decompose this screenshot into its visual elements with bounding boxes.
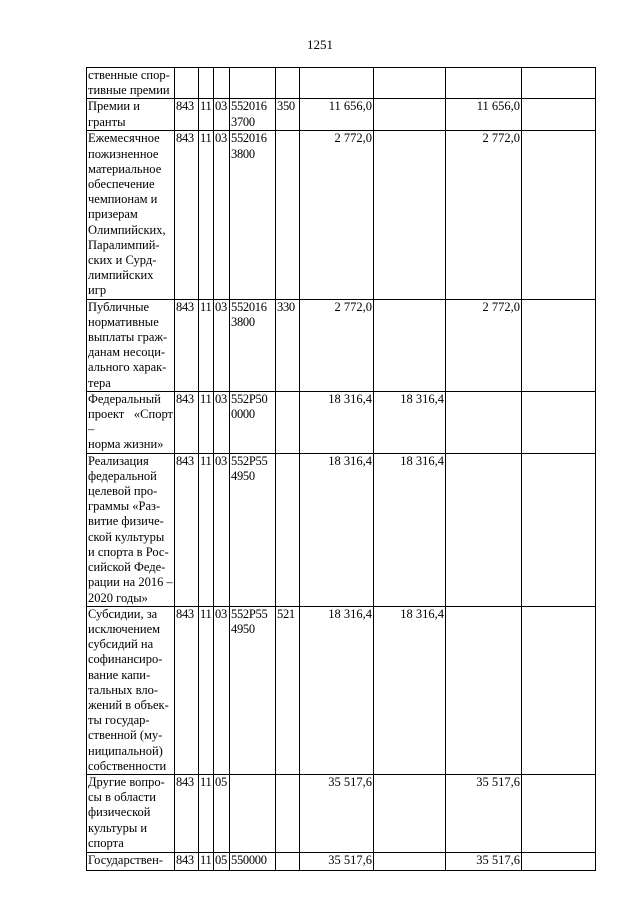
row-name: Государствен- xyxy=(87,852,175,870)
amount-col-a xyxy=(374,774,446,852)
row-name: Федеральный проект «Спорт – норма жизни» xyxy=(88,391,173,452)
total-amount: 2 772,0 xyxy=(300,299,374,391)
amount-col-c xyxy=(522,774,596,852)
admin-code: 843 xyxy=(175,299,199,391)
table-row xyxy=(87,774,596,852)
target-code: 552016 3800 xyxy=(230,131,276,299)
amount-col-c xyxy=(522,852,596,870)
amount-col-c xyxy=(522,606,596,774)
table-row xyxy=(87,131,596,299)
target-code: 552Р55 4950 xyxy=(230,453,276,606)
admin-code: 843 xyxy=(175,606,199,774)
admin-code: 843 xyxy=(175,131,199,299)
section-code: 11 xyxy=(199,391,214,453)
table-row xyxy=(87,453,596,606)
section-code: 11 xyxy=(199,774,214,852)
subsection-code: 03 xyxy=(214,453,230,606)
amount-col-a xyxy=(374,68,446,99)
admin-code: 843 xyxy=(175,99,199,131)
amount-col-c xyxy=(522,131,596,299)
amount-col-c xyxy=(522,391,596,453)
amount-col-c xyxy=(522,299,596,391)
amount-col-b: 2 772,0 xyxy=(446,299,522,391)
amount-col-c xyxy=(522,99,596,131)
amount-col-b: 35 517,6 xyxy=(446,774,522,852)
amount-col-b xyxy=(446,453,522,606)
row-name: ственные спор- тивные премии xyxy=(87,68,175,99)
budget-table xyxy=(86,67,596,871)
table-row xyxy=(87,299,596,391)
table-row xyxy=(87,391,596,453)
total-amount: 35 517,6 xyxy=(300,774,374,852)
section-code xyxy=(199,68,214,99)
amount-col-a xyxy=(374,131,446,299)
target-code: 550000 xyxy=(230,852,276,870)
admin-code: 843 xyxy=(175,852,199,870)
expense-type-code: 521 xyxy=(276,606,300,774)
table-row xyxy=(87,606,596,774)
target-code: 552Р50 0000 xyxy=(230,391,276,453)
total-amount: 11 656,0 xyxy=(300,99,374,131)
section-code: 11 xyxy=(199,453,214,606)
expense-type-code xyxy=(276,131,300,299)
amount-col-b: 35 517,6 xyxy=(446,852,522,870)
admin-code xyxy=(175,68,199,99)
total-amount: 18 316,4 xyxy=(300,391,374,453)
subsection-code xyxy=(214,68,230,99)
amount-col-c xyxy=(522,68,596,99)
amount-col-b xyxy=(446,68,522,99)
amount-col-a xyxy=(374,852,446,870)
row-name: Реализация федеральной целевой про- граммы «Раз- витие физиче- ской культуры и спорта в Рос- сийской Феде- рации на 2016 – 2020 годы» xyxy=(88,453,173,605)
section-code: 11 xyxy=(199,606,214,774)
row-name: Премии и гранты xyxy=(87,99,175,131)
expense-type-code xyxy=(276,453,300,606)
admin-code: 843 xyxy=(175,453,199,606)
amount-col-a: 18 316,4 xyxy=(374,606,446,774)
subsection-code: 05 xyxy=(214,852,230,870)
admin-code: 843 xyxy=(175,774,199,852)
amount-col-a: 18 316,4 xyxy=(374,453,446,606)
table-row xyxy=(87,68,596,99)
amount-col-c xyxy=(522,453,596,606)
section-code: 11 xyxy=(199,299,214,391)
total-amount xyxy=(300,68,374,99)
expense-type-code xyxy=(276,774,300,852)
subsection-code: 03 xyxy=(214,131,230,299)
section-code: 11 xyxy=(199,131,214,299)
row-name: Ежемесячное пожизненное материальное обеспечение чемпионам и призерам Олимпийских, Паралимпий- ских и Сурд- лимпийских игр xyxy=(87,131,175,299)
expense-type-code xyxy=(276,391,300,453)
table-row xyxy=(87,99,596,131)
row-name: Публичные нормативные выплаты граж- данам несоци- ального харак- тера xyxy=(87,299,175,391)
page-number: 1251 xyxy=(307,37,333,52)
target-code: 552016 3800 xyxy=(230,299,276,391)
total-amount: 35 517,6 xyxy=(300,852,374,870)
expense-type-code: 350 xyxy=(276,99,300,131)
amount-col-b: 2 772,0 xyxy=(446,131,522,299)
subsection-code: 03 xyxy=(214,391,230,453)
amount-col-b xyxy=(446,391,522,453)
section-code: 11 xyxy=(199,99,214,131)
admin-code: 843 xyxy=(175,391,199,453)
total-amount: 2 772,0 xyxy=(300,131,374,299)
row-name: Другие вопро- сы в области физической культуры и спорта xyxy=(87,774,175,852)
amount-col-b: 11 656,0 xyxy=(446,99,522,131)
expense-type-code xyxy=(276,852,300,870)
row-name: Субсидии, за исключением субсидий на софинансиро- вание капи- тальных вло- жений в объек- ты государ- ственной (му- ниципальной) собственности xyxy=(87,606,175,774)
target-code: 552Р55 4950 xyxy=(230,606,276,774)
amount-col-a xyxy=(374,299,446,391)
subsection-code: 05 xyxy=(214,774,230,852)
total-amount: 18 316,4 xyxy=(300,453,374,606)
expense-type-code: 330 xyxy=(276,299,300,391)
target-code xyxy=(230,774,276,852)
total-amount: 18 316,4 xyxy=(300,606,374,774)
target-code xyxy=(230,68,276,99)
subsection-code: 03 xyxy=(214,606,230,774)
section-code: 11 xyxy=(199,852,214,870)
subsection-code: 03 xyxy=(214,99,230,131)
target-code: 552016 3700 xyxy=(230,99,276,131)
subsection-code: 03 xyxy=(214,299,230,391)
amount-col-a xyxy=(374,99,446,131)
expense-type-code xyxy=(276,68,300,99)
amount-col-a: 18 316,4 xyxy=(374,391,446,453)
amount-col-b xyxy=(446,606,522,774)
table-row xyxy=(87,852,596,870)
